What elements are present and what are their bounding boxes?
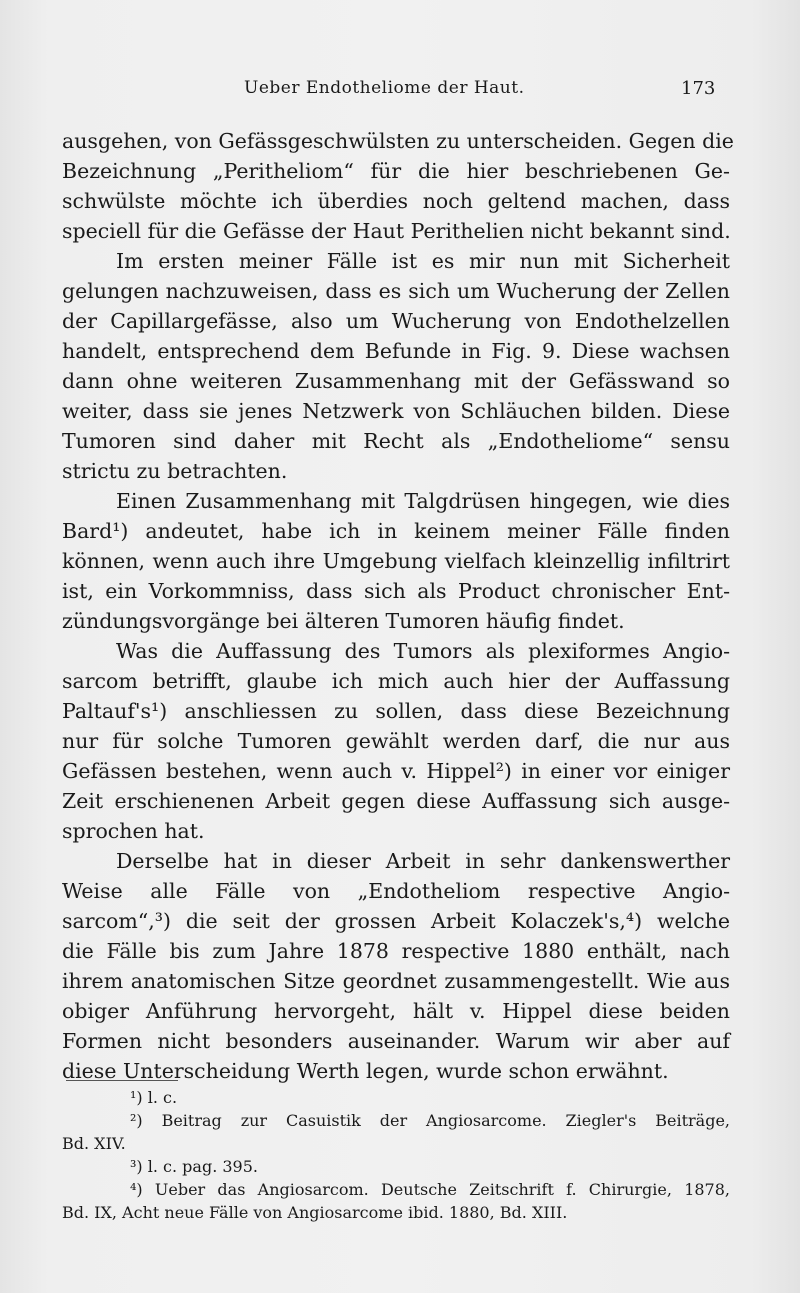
body-line: gelungen nachzuweisen, dass es sich um Wucherung der Zellen <box>62 279 730 303</box>
body-line: obiger Anführung hervorgeht, hält v. Hippel diese beiden <box>62 999 730 1023</box>
body-line: handelt, entsprechend dem Befunde in Fig. 9. Diese wachsen <box>62 339 730 363</box>
body-line: speciell für die Gefässe der Haut Perithelien nicht bekannt sind. <box>62 219 731 243</box>
body-line: Tumoren sind daher mit Recht als „Endotheliome“ sensu <box>62 429 730 453</box>
body-line: sprochen hat. <box>62 819 205 843</box>
body-line: Gefässen bestehen, wenn auch v. Hippel²) in einer vor einiger <box>62 759 730 783</box>
body-line: ausgehen, von Gefässgeschwülsten zu unterscheiden. Gegen die <box>62 129 734 153</box>
body-line: der Capillargefässe, also um Wucherung von Endothelzellen <box>62 309 730 333</box>
body-line: sarcom“,³) die seit der grossen Arbeit Kolaczek's,⁴) welche <box>62 909 730 933</box>
body-line: dann ohne weiteren Zusammenhang mit der Gefässwand so <box>62 369 730 393</box>
body-line: weiter, dass sie jenes Netzwerk von Schläuchen bilden. Diese <box>62 399 730 423</box>
body-line: Einen Zusammenhang mit Talgdrüsen hingegen, wie dies <box>116 489 730 513</box>
body-text <box>62 126 734 1086</box>
footnote-line: ⁴) Ueber das Angiosarcom. Deutsche Zeitschrift f. Chirurgie, 1878, <box>130 1180 730 1199</box>
running-title: Ueber Endotheliome der Haut. <box>244 78 525 98</box>
body-line: Paltauf's¹) anschliessen zu sollen, dass diese Bezeichnung <box>62 699 730 723</box>
footnote-line: Bd. IX, Acht neue Fälle von Angiosarcome ibid. 1880, Bd. XIII. <box>62 1203 568 1222</box>
footnote-line: ²) Beitrag zur Casuistik der Angiosarcome. Ziegler's Beiträge, <box>130 1111 730 1130</box>
body-line: ihrem anatomischen Sitze geordnet zusammengestellt. Wie aus <box>62 969 730 993</box>
body-line: die Fälle bis zum Jahre 1878 respective 1880 enthält, nach <box>62 939 730 963</box>
body-line: nur für solche Tumoren gewählt werden darf, die nur aus <box>62 729 730 753</box>
page-number: 173 <box>681 78 716 99</box>
body-line: zündungsvorgänge bei älteren Tumoren häufig findet. <box>62 609 625 633</box>
body-line: Bard¹) andeutet, habe ich in keinem meiner Fälle finden <box>62 519 730 543</box>
footnote-line: ¹) l. c. <box>130 1088 178 1107</box>
body-line: sarcom betrifft, glaube ich mich auch hier der Auffassung <box>62 669 730 693</box>
body-line: Im ersten meiner Fälle ist es mir nun mit Sicherheit <box>116 249 730 273</box>
body-line: diese Unterscheidung Werth legen, wurde schon erwähnt. <box>62 1059 669 1083</box>
footnote-line: ³) l. c. pag. 395. <box>130 1157 258 1176</box>
body-line: Zeit erschienenen Arbeit gegen diese Auffassung sich ausge- <box>62 789 730 813</box>
body-line: schwülste möchte ich überdies noch geltend machen, dass <box>62 189 730 213</box>
page-header <box>0 78 800 104</box>
body-line: ist, ein Vorkommniss, dass sich als Product chronischer Ent- <box>62 579 730 603</box>
body-line: können, wenn auch ihre Umgebung vielfach kleinzellig infiltrirt <box>62 549 730 573</box>
body-line: Formen nicht besonders auseinander. Warum wir aber auf <box>62 1029 730 1053</box>
body-line: Weise alle Fälle von „Endotheliom respective Angio- <box>62 879 730 903</box>
footnotes <box>62 1086 730 1224</box>
body-line: Bezeichnung „Peritheliom“ für die hier beschriebenen Ge- <box>62 159 730 183</box>
footnote-divider <box>66 1080 178 1081</box>
body-line: Was die Auffassung des Tumors als plexiformes Angio- <box>116 639 730 663</box>
body-line: Derselbe hat in dieser Arbeit in sehr dankenswerther <box>116 849 730 873</box>
body-line: strictu zu betrachten. <box>62 459 288 483</box>
footnote-line: Bd. XIV. <box>62 1134 126 1153</box>
